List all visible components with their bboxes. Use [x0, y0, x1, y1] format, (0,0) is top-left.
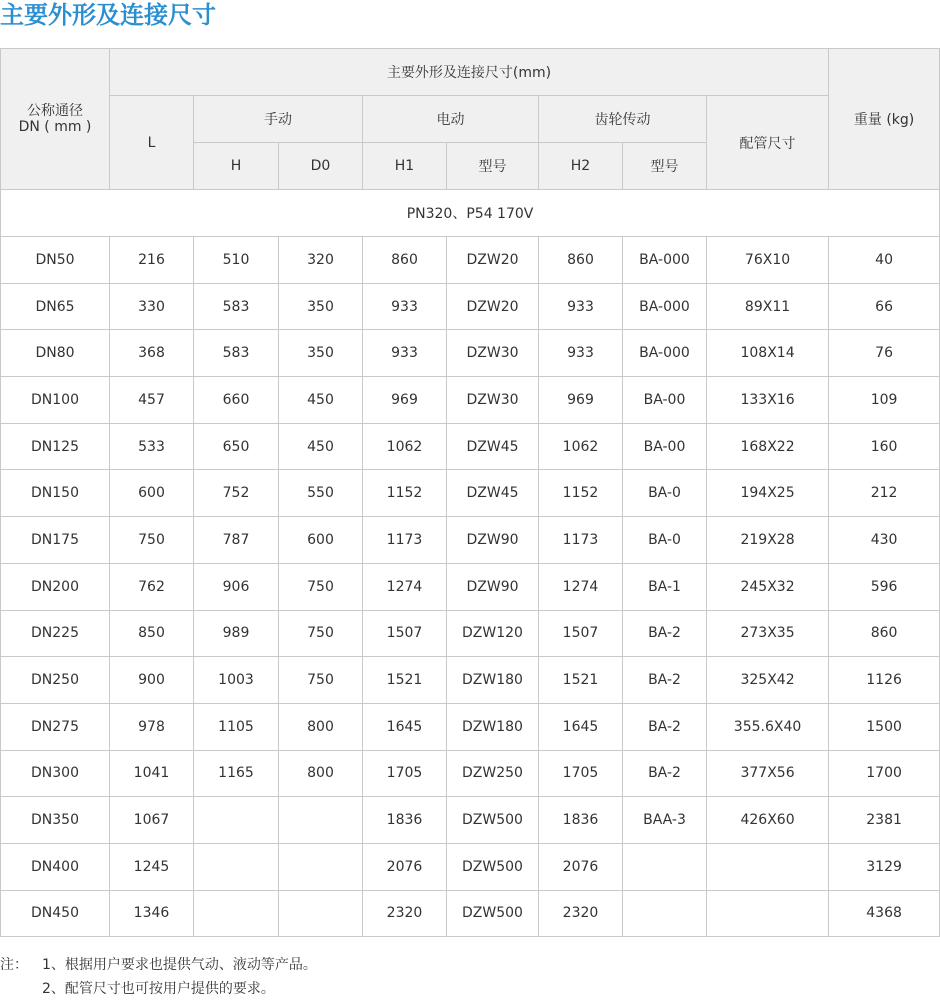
cell-weight: 66: [829, 283, 940, 330]
cell-pipe-size: 194X25: [707, 470, 829, 517]
cell-model-electric: DZW20: [447, 283, 539, 330]
note-line-1: [0, 953, 317, 977]
cell-H2: 860: [539, 237, 623, 284]
cell-model-electric: DZW500: [447, 843, 539, 890]
cell-D0: 350: [279, 330, 363, 377]
cell-H2: 1507: [539, 610, 623, 657]
cell-L: 1346: [110, 890, 194, 937]
cell-H: 650: [194, 423, 279, 470]
cell-H2: 1836: [539, 797, 623, 844]
table-row: [1, 330, 940, 377]
cell-H: 660: [194, 377, 279, 424]
cell-model-electric: DZW45: [447, 470, 539, 517]
cell-D0: 600: [279, 517, 363, 564]
cell-L: 978: [110, 703, 194, 750]
cell-H1: 1705: [363, 750, 447, 797]
cell-H: 510: [194, 237, 279, 284]
cell-H: 583: [194, 330, 279, 377]
header-nominal-line1: 公称通径: [27, 103, 83, 119]
cell-nominal-diameter: DN125: [1, 423, 110, 470]
cell-H1: 969: [363, 377, 447, 424]
table-row: [1, 517, 940, 564]
cell-weight: 4368: [829, 890, 940, 937]
cell-pipe-size: 168X22: [707, 423, 829, 470]
cell-H1: 1836: [363, 797, 447, 844]
table-subheader: PN320、P54 170V: [1, 190, 940, 237]
cell-L: 850: [110, 610, 194, 657]
cell-H: 906: [194, 563, 279, 610]
cell-model-electric: DZW500: [447, 797, 539, 844]
cell-L: 330: [110, 283, 194, 330]
header-model-electric: 型号: [447, 143, 539, 190]
header-manual: 手动: [194, 96, 363, 143]
table-row: [1, 237, 940, 284]
cell-model-gear: BA-000: [623, 237, 707, 284]
cell-nominal-diameter: DN175: [1, 517, 110, 564]
cell-D0: 450: [279, 423, 363, 470]
cell-model-electric: DZW30: [447, 377, 539, 424]
table-row: [1, 423, 940, 470]
cell-H2: 1173: [539, 517, 623, 564]
cell-model-gear: BA-000: [623, 283, 707, 330]
cell-H: [194, 797, 279, 844]
cell-H: [194, 843, 279, 890]
table-row: [1, 890, 940, 937]
cell-pipe-size: 325X42: [707, 657, 829, 704]
cell-H1: 860: [363, 237, 447, 284]
dimensions-table: [0, 48, 940, 937]
note-item: 1、根据用户要求也提供气动、液动等产品。: [42, 957, 317, 973]
cell-L: 1041: [110, 750, 194, 797]
cell-D0: 800: [279, 750, 363, 797]
header-H2: H2: [539, 143, 623, 190]
cell-H: 1003: [194, 657, 279, 704]
cell-weight: 1500: [829, 703, 940, 750]
cell-H1: 933: [363, 283, 447, 330]
cell-nominal-diameter: DN65: [1, 283, 110, 330]
cell-weight: 2381: [829, 797, 940, 844]
cell-pipe-size: 426X60: [707, 797, 829, 844]
cell-nominal-diameter: DN450: [1, 890, 110, 937]
header-model-gear: 型号: [623, 143, 707, 190]
cell-model-gear: BA-2: [623, 610, 707, 657]
cell-L: 762: [110, 563, 194, 610]
cell-H: 989: [194, 610, 279, 657]
cell-L: 368: [110, 330, 194, 377]
cell-nominal-diameter: DN350: [1, 797, 110, 844]
table-row: [1, 563, 940, 610]
cell-D0: 550: [279, 470, 363, 517]
cell-weight: 109: [829, 377, 940, 424]
cell-pipe-size: [707, 843, 829, 890]
cell-H2: 933: [539, 330, 623, 377]
cell-pipe-size: 133X16: [707, 377, 829, 424]
note-item: 2、配管尺寸也可按用户提供的要求。: [42, 981, 275, 997]
cell-model-gear: BA-00: [623, 377, 707, 424]
cell-D0: [279, 843, 363, 890]
cell-model-electric: DZW500: [447, 890, 539, 937]
cell-model-electric: DZW30: [447, 330, 539, 377]
cell-pipe-size: 76X10: [707, 237, 829, 284]
table-row: [1, 377, 940, 424]
cell-L: 1245: [110, 843, 194, 890]
cell-D0: 800: [279, 703, 363, 750]
cell-pipe-size: 219X28: [707, 517, 829, 564]
cell-D0: 450: [279, 377, 363, 424]
cell-nominal-diameter: DN50: [1, 237, 110, 284]
cell-H1: 1274: [363, 563, 447, 610]
table-row: [1, 610, 940, 657]
cell-model-electric: DZW45: [447, 423, 539, 470]
cell-H1: 1062: [363, 423, 447, 470]
cell-weight: 76: [829, 330, 940, 377]
cell-H: 787: [194, 517, 279, 564]
cell-nominal-diameter: DN200: [1, 563, 110, 610]
page-title: 主要外形及连接尺寸: [0, 1, 216, 29]
notes: [0, 953, 317, 1001]
cell-D0: 750: [279, 657, 363, 704]
cell-H1: 2076: [363, 843, 447, 890]
header-main-dimensions: 主要外形及连接尺寸(mm): [110, 49, 829, 96]
cell-model-electric: DZW180: [447, 703, 539, 750]
cell-D0: 350: [279, 283, 363, 330]
header-H: H: [194, 143, 279, 190]
cell-L: 216: [110, 237, 194, 284]
cell-D0: [279, 797, 363, 844]
cell-D0: 320: [279, 237, 363, 284]
cell-D0: [279, 890, 363, 937]
cell-D0: 750: [279, 610, 363, 657]
cell-pipe-size: 108X14: [707, 330, 829, 377]
cell-H2: 1152: [539, 470, 623, 517]
notes-prefix: 注：: [0, 957, 28, 973]
table-row: [1, 657, 940, 704]
cell-nominal-diameter: DN150: [1, 470, 110, 517]
cell-H: 1165: [194, 750, 279, 797]
header-L: L: [110, 96, 194, 190]
header-nominal-diameter: [1, 49, 110, 190]
cell-H1: 1521: [363, 657, 447, 704]
cell-H: 752: [194, 470, 279, 517]
cell-H2: 1645: [539, 703, 623, 750]
cell-weight: 860: [829, 610, 940, 657]
cell-nominal-diameter: DN80: [1, 330, 110, 377]
cell-model-electric: DZW90: [447, 517, 539, 564]
cell-model-gear: BA-1: [623, 563, 707, 610]
cell-H: [194, 890, 279, 937]
cell-model-gear: BA-00: [623, 423, 707, 470]
table-row: [1, 797, 940, 844]
cell-D0: 750: [279, 563, 363, 610]
cell-model-electric: DZW20: [447, 237, 539, 284]
cell-H1: 933: [363, 330, 447, 377]
cell-model-gear: BA-2: [623, 703, 707, 750]
cell-nominal-diameter: DN225: [1, 610, 110, 657]
header-pipe-size: 配管尺寸: [707, 96, 829, 190]
cell-weight: 212: [829, 470, 940, 517]
cell-model-electric: DZW90: [447, 563, 539, 610]
cell-L: 900: [110, 657, 194, 704]
cell-model-gear: [623, 843, 707, 890]
cell-weight: 160: [829, 423, 940, 470]
cell-H2: 1521: [539, 657, 623, 704]
table-row: [1, 703, 940, 750]
cell-pipe-size: [707, 890, 829, 937]
cell-H1: 1507: [363, 610, 447, 657]
cell-model-electric: DZW250: [447, 750, 539, 797]
cell-H2: 2076: [539, 843, 623, 890]
cell-H2: 1705: [539, 750, 623, 797]
header-D0: D0: [279, 143, 363, 190]
cell-H: 1105: [194, 703, 279, 750]
cell-H1: 1152: [363, 470, 447, 517]
table-row: [1, 843, 940, 890]
cell-weight: 3129: [829, 843, 940, 890]
cell-pipe-size: 245X32: [707, 563, 829, 610]
cell-H: 583: [194, 283, 279, 330]
cell-pipe-size: 377X56: [707, 750, 829, 797]
cell-weight: 1700: [829, 750, 940, 797]
cell-nominal-diameter: DN100: [1, 377, 110, 424]
cell-L: 600: [110, 470, 194, 517]
cell-model-gear: [623, 890, 707, 937]
cell-nominal-diameter: DN275: [1, 703, 110, 750]
cell-L: 457: [110, 377, 194, 424]
note-line-2: [0, 977, 317, 1001]
header-gear-drive: 齿轮传动: [539, 96, 707, 143]
header-nominal-line2: DN ( mm ): [18, 119, 92, 135]
cell-weight: 430: [829, 517, 940, 564]
cell-H2: 969: [539, 377, 623, 424]
cell-H1: 2320: [363, 890, 447, 937]
table-row: [1, 470, 940, 517]
cell-weight: 1126: [829, 657, 940, 704]
cell-pipe-size: 355.6X40: [707, 703, 829, 750]
cell-nominal-diameter: DN300: [1, 750, 110, 797]
cell-H1: 1645: [363, 703, 447, 750]
cell-model-gear: BA-0: [623, 470, 707, 517]
cell-model-gear: BA-0: [623, 517, 707, 564]
header-weight: 重量 (kg): [829, 49, 940, 190]
cell-weight: 596: [829, 563, 940, 610]
cell-model-gear: BA-2: [623, 657, 707, 704]
cell-H2: 2320: [539, 890, 623, 937]
cell-H2: 933: [539, 283, 623, 330]
cell-model-electric: DZW120: [447, 610, 539, 657]
cell-pipe-size: 89X11: [707, 283, 829, 330]
cell-nominal-diameter: DN400: [1, 843, 110, 890]
cell-pipe-size: 273X35: [707, 610, 829, 657]
cell-model-electric: DZW180: [447, 657, 539, 704]
cell-L: 533: [110, 423, 194, 470]
cell-H1: 1173: [363, 517, 447, 564]
cell-model-gear: BA-2: [623, 750, 707, 797]
cell-H2: 1274: [539, 563, 623, 610]
table-row: [1, 750, 940, 797]
table-row: [1, 283, 940, 330]
cell-model-gear: BA-000: [623, 330, 707, 377]
header-electric: 电动: [363, 96, 539, 143]
cell-weight: 40: [829, 237, 940, 284]
cell-model-gear: BAA-3: [623, 797, 707, 844]
cell-L: 750: [110, 517, 194, 564]
cell-nominal-diameter: DN250: [1, 657, 110, 704]
cell-L: 1067: [110, 797, 194, 844]
cell-H2: 1062: [539, 423, 623, 470]
header-H1: H1: [363, 143, 447, 190]
